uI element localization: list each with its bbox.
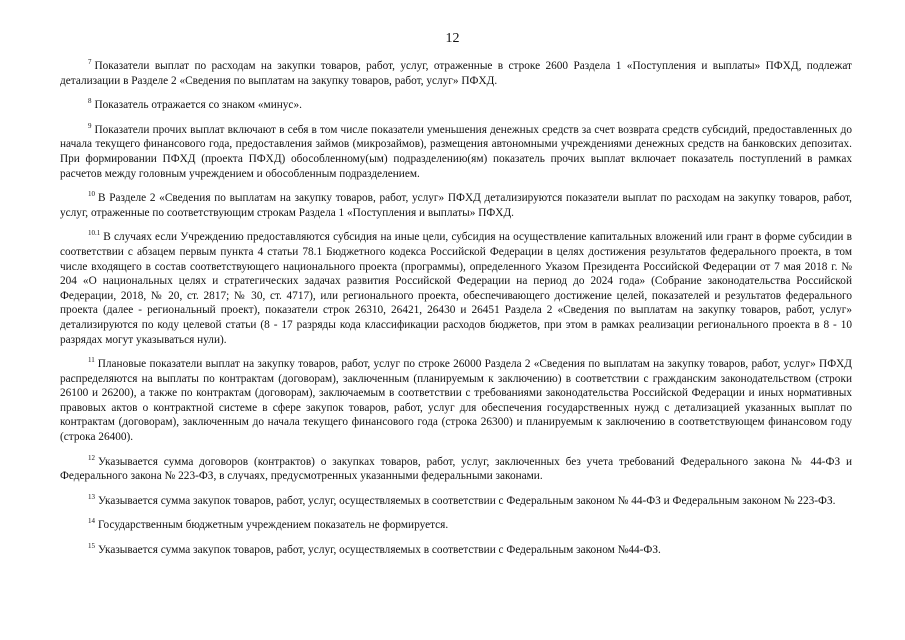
- footnote-9: [60, 123, 852, 181]
- footnote-marker: 14: [88, 517, 95, 526]
- footnote-11: [60, 357, 852, 445]
- footnote-10: [60, 191, 852, 220]
- footnote-text: В Разделе 2 «Сведения по выплатам на закупку товаров, работ, услуг» ПФХД детализируются показатели выплат по расходам на закупку товаров, работ, услуг, отраженные по соответствующим строкам Раздела 1 «Поступления и выплаты» ПФХД.: [60, 192, 852, 219]
- footnote-12: [60, 455, 852, 484]
- footnote-text: Указывается сумма договоров (контрактов) о закупках товаров, работ, услуг, заключенных без учета требований Федерального закона № 44-ФЗ и Федерального закона № 223-ФЗ, в случаях, предусмотренных указанными федеральными законами.: [60, 455, 852, 483]
- footnote-text: Показатели выплат по расходам на закупки товаров, работ, услуг, отраженные в строке 2600 Раздела 1 «Поступления и выплаты» ПФХД, подлежат детализации в Разделе 2 «Сведения по выплатам на закупку товаров, работ, услуг» ПФХД.: [60, 60, 852, 87]
- footnote-text: Указывается сумма закупок товаров, работ, услуг, осуществляемых в соответствии с Федеральным законом № 44-ФЗ и Федеральным законом № 223-ФЗ.: [98, 494, 836, 507]
- footnote-text: В случаях если Учреждению предоставляются субсидия на иные цели, субсидия на осуществление капитальных вложений или грант в форме субсидии в соответствии с абзацем первым пункта 4 статьи 78.1 Бюджетного кодекса Российской Федерации в целях достижения результатов федерального проекта, в том числе входящего в состав соответствующего национального проекта (программы), определенного Указом Президента Российской Федерации от 7 мая 2018 г. № 204 «О национальных целях и стратегических задачах развития Российской Федерации на период до 2024 года» (Собрание законодательства Российской Федерации, 2018, № 20, ст. 2817; № 30, ст. 4717), или регионального проекта, обеспечивающего достижение целей, показателей и результатов федерального проекта (далее - региональный проект), показатели строк 26310, 26421, 26430 и 26451 Раздела 2 «Сведения по выплатам на закупку товаров, работ, услуг» детализируются по коду целевой статьи (8 - 17 разряды кода классификации расходов бюджетов, при этом в рамках реализации регионального проекта в 8 - 10 разрядах могут указываться нули).: [60, 231, 852, 346]
- footnotes-section: [60, 59, 852, 558]
- page-number: 12: [445, 31, 460, 46]
- footnote-marker: 13: [88, 492, 95, 501]
- footnote-marker: 12: [88, 453, 95, 462]
- footnote-marker: 8: [88, 97, 92, 106]
- footnote-8: [60, 98, 852, 113]
- footnote-text: Показатель отражается со знаком «минус».: [94, 99, 302, 112]
- footnote-text: Указывается сумма закупок товаров, работ, услуг, осуществляемых в соответствии с Федеральным законом №44-ФЗ.: [98, 544, 661, 557]
- footnote-marker: 15: [88, 542, 95, 551]
- footnote-text: Плановые показатели выплат на закупку товаров, работ, услуг по строке 26000 Раздела 2 «Сведения по выплатам на закупку товаров, работ, услуг» ПФХД распределяются на выплаты по контрактам (договорам), заключенным (планируемым к заключению) в соответствии с гражданским законодательством (строки 26100 и 26200), а также по контрактам (договорам), заключаемым в соответствии с требованиями законодательства Российской Федерации и иных нормативных правовых актов о контрактной системе в сфере закупок товаров, работ, услуг для обеспечения государственных нужд с детализацией указанных выплат по контрактам (договорам), заключенным до начала текущего финансового года (строка 26300) и планируемым к заключению в соответствующем финансовом году (строка 26400).: [60, 358, 852, 444]
- footnote-marker: 7: [88, 58, 92, 66]
- footnote-7: [60, 59, 852, 88]
- footnote-text: Показатели прочих выплат включают в себя в том числе показатели уменьшения денежных средств за счет возврата средств субсидий, предоставленных до начала текущего финансового года, предоставления займов (микрозаймов), размещения автономными учреждениями денежных средств на банковских депозитах. При формировании ПФХД (проекта ПФХД) обособленному(ым) подразделению(ям) показатель прочих выплат включает показатель поступлений в рамках расчетов между головным учреждением и обособленным подразделением.: [60, 123, 852, 180]
- footnote-text: Государственным бюджетным учреждением показатель не формируется.: [98, 519, 449, 532]
- footnote-10-1: [60, 230, 852, 347]
- footnote-13: [60, 494, 852, 509]
- footnote-15: [60, 543, 852, 558]
- footnote-marker: 11: [88, 356, 95, 365]
- footnote-marker: 9: [88, 121, 92, 130]
- footnote-14: [60, 518, 852, 533]
- footnote-marker: 10.1: [88, 229, 101, 238]
- footnote-marker: 10: [88, 190, 95, 199]
